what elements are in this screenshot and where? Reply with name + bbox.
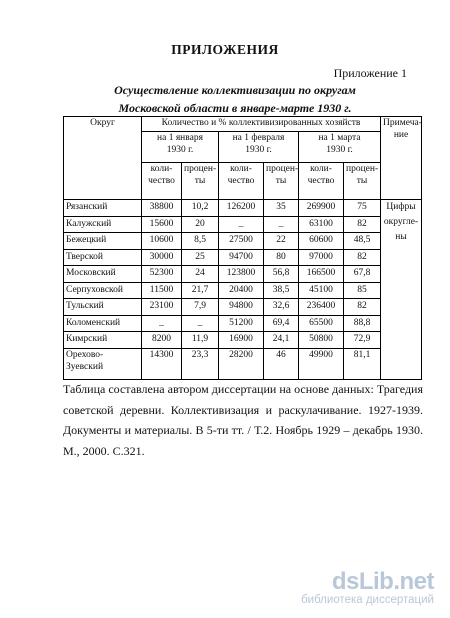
count-cell: 23100 <box>142 299 182 316</box>
table-row <box>64 332 422 349</box>
percent-cell: 81,1 <box>344 348 381 379</box>
table-row <box>64 216 422 233</box>
percent-cell: 23,3 <box>182 348 219 379</box>
header-count: коли-чество <box>142 163 182 200</box>
count-cell: 20400 <box>219 282 264 299</box>
percent-cell: 46 <box>264 348 299 379</box>
count-cell: 8200 <box>142 332 182 349</box>
header-percent: процен-ты <box>182 163 219 200</box>
percent-cell: 10,2 <box>182 200 219 217</box>
percent-cell: 7,9 <box>182 299 219 316</box>
percent-cell: 69,4 <box>264 315 299 332</box>
header-period-feb <box>219 132 299 163</box>
percent-cell: 21,7 <box>182 282 219 299</box>
percent-cell: _ <box>264 216 299 233</box>
count-cell: 28200 <box>219 348 264 379</box>
percent-cell: 24 <box>182 266 219 283</box>
percent-cell: 20 <box>182 216 219 233</box>
okrug-name: Орехово-Зуевский <box>64 348 142 379</box>
count-cell: 166500 <box>299 266 344 283</box>
count-cell: 123800 <box>219 266 264 283</box>
percent-cell: 82 <box>344 249 381 266</box>
table-row <box>64 233 422 250</box>
header-period-jan <box>142 132 219 163</box>
percent-cell: 35 <box>264 200 299 217</box>
note-cell: Цифры округле-ны <box>381 200 422 380</box>
table-title-line-2: Московской области в январе-марте 1930 г. <box>118 101 352 115</box>
page-heading: ПРИЛОЖЕНИЯ <box>171 42 279 57</box>
period-date: на 1 января <box>157 133 203 143</box>
percent-cell: 11,9 <box>182 332 219 349</box>
table-row <box>64 249 422 266</box>
percent-cell: 48,5 <box>344 233 381 250</box>
count-cell: 236400 <box>299 299 344 316</box>
okrug-name: Коломенский <box>64 315 142 332</box>
percent-cell: 82 <box>344 216 381 233</box>
percent-cell: 22 <box>264 233 299 250</box>
okrug-name: Рязанский <box>64 200 142 217</box>
header-count: коли-чество <box>219 163 264 200</box>
percent-cell: 32,6 <box>264 299 299 316</box>
count-cell: 269900 <box>299 200 344 217</box>
table-row <box>64 315 422 332</box>
table-row <box>64 299 422 316</box>
header-percent: процен-ты <box>264 163 299 200</box>
count-cell: _ <box>142 315 182 332</box>
table-body <box>64 200 422 380</box>
percent-cell: 24,1 <box>264 332 299 349</box>
period-date: на 1 марта <box>318 133 361 143</box>
watermark-logo: dsLib.net <box>331 568 434 595</box>
header-percent: процен-ты <box>344 163 381 200</box>
table-row <box>64 266 422 283</box>
percent-cell: _ <box>182 315 219 332</box>
table-row <box>64 200 422 217</box>
percent-cell: 56,8 <box>264 266 299 283</box>
header-period-mar <box>299 132 381 163</box>
count-cell: 49900 <box>299 348 344 379</box>
appendix-number: Приложение 1 <box>333 66 407 80</box>
percent-cell: 88,8 <box>344 315 381 332</box>
table-row <box>64 282 422 299</box>
okrug-name: Калужский <box>64 216 142 233</box>
percent-cell: 38,5 <box>264 282 299 299</box>
okrug-name: Кимрский <box>64 332 142 349</box>
header-note: Примеча-ние <box>381 117 422 200</box>
period-year: 1930 г. <box>245 145 272 155</box>
okrug-name: Серпуховской <box>64 282 142 299</box>
percent-cell: 82 <box>344 299 381 316</box>
count-cell: 51200 <box>219 315 264 332</box>
period-year: 1930 г. <box>326 145 353 155</box>
percent-cell: 8,5 <box>182 233 219 250</box>
count-cell: 97000 <box>299 249 344 266</box>
count-cell: 126200 <box>219 200 264 217</box>
watermark <box>301 568 434 606</box>
count-cell: 11500 <box>142 282 182 299</box>
period-date: на 1 февраля <box>232 133 285 143</box>
header-okrug: Округ <box>64 117 142 200</box>
percent-cell: 67,8 <box>344 266 381 283</box>
okrug-name: Тверской <box>64 249 142 266</box>
count-cell: 14300 <box>142 348 182 379</box>
header-count: коли-чество <box>299 163 344 200</box>
okrug-name: Тульский <box>64 299 142 316</box>
table-row <box>64 348 422 379</box>
percent-cell: 75 <box>344 200 381 217</box>
collectivization-table <box>63 116 422 380</box>
header-group: Количество и % коллективизированных хозяйств <box>142 117 381 132</box>
count-cell: 52300 <box>142 266 182 283</box>
count-cell: 45100 <box>299 282 344 299</box>
count-cell: 60600 <box>299 233 344 250</box>
period-year: 1930 г. <box>166 145 194 155</box>
count-cell: 30000 <box>142 249 182 266</box>
percent-cell: 80 <box>264 249 299 266</box>
source-paragraph: Таблица составлена автором диссертации на основе данных: Трагедия советской деревни. Коллективизация и раскулачивание. 1927-1939. Документы и материалы. В 5-ти тт. / Т.2. Ноябрь 1929 – декабрь 1930. М., 2000. С.321. <box>63 382 423 458</box>
count-cell: 10600 <box>142 233 182 250</box>
count-cell: 94800 <box>219 299 264 316</box>
table-title-line-1: Осуществление коллективизации по округам <box>114 83 356 97</box>
count-cell: 15600 <box>142 216 182 233</box>
percent-cell: 25 <box>182 249 219 266</box>
count-cell: 38800 <box>142 200 182 217</box>
count-cell: 63100 <box>299 216 344 233</box>
count-cell: 27500 <box>219 233 264 250</box>
okrug-name: Бежецкий <box>64 233 142 250</box>
percent-cell: 72,9 <box>344 332 381 349</box>
count-cell: 50800 <box>299 332 344 349</box>
count-cell: _ <box>219 216 264 233</box>
percent-cell: 85 <box>344 282 381 299</box>
count-cell: 16900 <box>219 332 264 349</box>
count-cell: 65500 <box>299 315 344 332</box>
count-cell: 94700 <box>219 249 264 266</box>
okrug-name: Московский <box>64 266 142 283</box>
watermark-subtitle: библиотека диссертаций <box>301 594 434 606</box>
